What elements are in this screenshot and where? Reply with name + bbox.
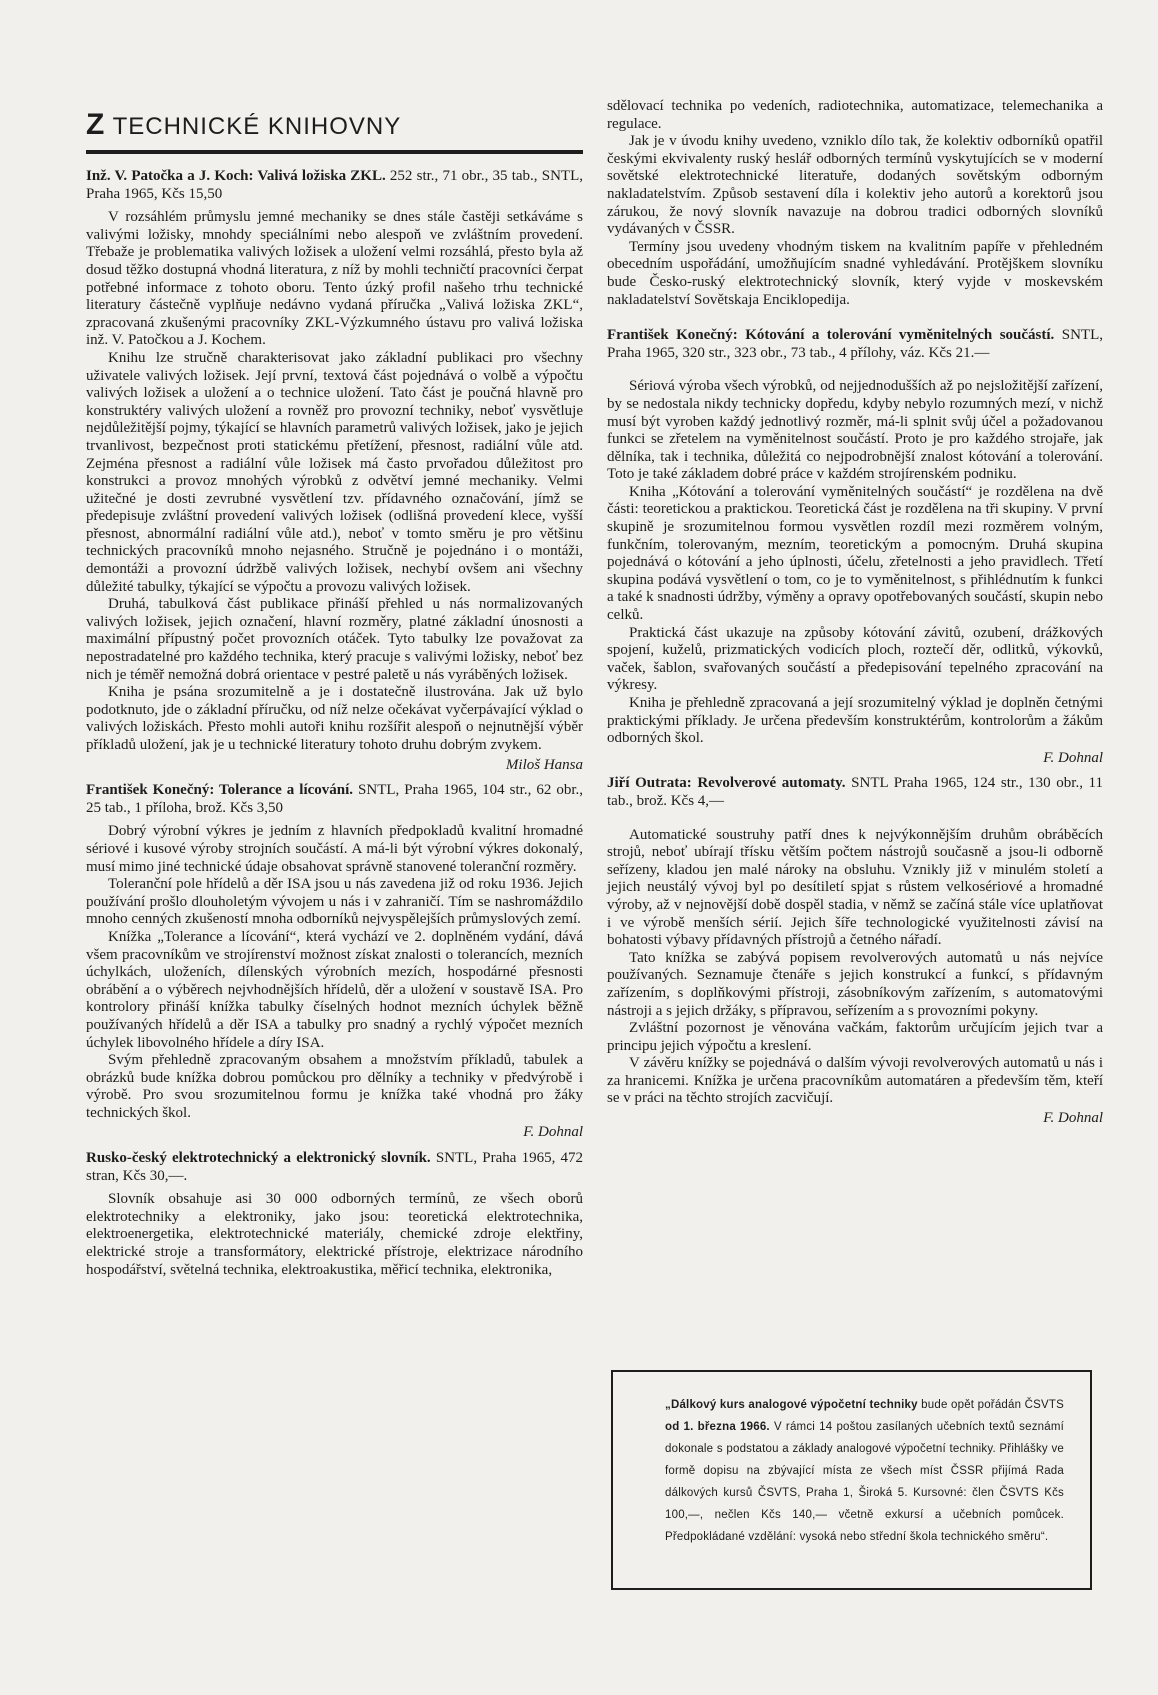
- review-paragraph: Termíny jsou uvedeny vhodným tiskem na kvalitním papíře v přehledném obecedním uspořádání, umožňujícím snadné vyhledávání. Protějškem slovníku bude Česko-ruský elektrotechnický slovník, který vyjde v moskevském nakladatelství Sovětskaja Enciklopedija.: [607, 238, 1103, 308]
- right-column: [607, 98, 1103, 1136]
- course-notice-text: [665, 1394, 1064, 1548]
- review-revolverove-automaty: [607, 775, 1103, 1127]
- left-column: [86, 98, 583, 1287]
- bib-details: SNTL, Praha 1965, 104 str., 62 obr., 25 tab., 1 příloha, brož. Kčs 3,50: [86, 782, 583, 816]
- review-paragraph: Toleranční pole hřídelů a děr ISA jsou u nás zavedena již od roku 1936. Jejich používání prošlo dlouholetým vývojem u nás i v zahraničí. Tím se nashromáždilo mnoho cenných zkušeností mnoha odborníků nejvyspělejších průmyslových zemí.: [86, 876, 583, 928]
- notice-text-2: V rámci 14 poštou zasílaných učebních textů seznámí dokonale s podstatou a základy analogové výpočetní techniky. Přihlášky ve formě dopisu na zbývající místa ze všech míst ČSSR přijímá Rada dálkových kursů ČSVTS, Praha 1, Široká 5. Kursovné: člen ČSVTS Kčs 100,—, nečlen Kčs 140,— včetně exkursí a učebních pomůcek. Předpokládané vzdělání: vysoká nebo střední škola technického směru“.: [665, 1421, 1065, 1543]
- review-paragraph: V závěru knížky se pojednává o dalším vývoji revolverových automatů u nás i za hranicemi. Knížka je určena pracovníkům automatáren a především těm, kteří se v práci na těchto strojích zacvičují.: [607, 1055, 1103, 1107]
- notice-text-1: bude opět pořádán ČSVTS: [917, 1399, 1065, 1411]
- heading-rule: [86, 150, 583, 154]
- review-paragraph: Knihu lze stručně charakterisovat jako základní publikaci pro všechny uživatele valivých ložisek. Její první, textová část pojednává o volbě a výpočtu valivých ložisek a uložení a o technice uložení. Tato část je poučná hlavně pro konstruktéry valivých uložení a rovněž pro provozní techniky, neboť vysvětluje nejdůležitější pojmy, týkající se hlavních parametrů valivých ložisek, jako je jejich trvanlivost, bezpečnost proti statickému přetížení, přesnost, radiální vůle atd. Zejména přesnost a radiální vůle ložisek má často prvořadou důležitost pro konstrukci a provoz mnohých výrobků z odvětví jemné mechaniky. Velmi užitečné je dosti zevrubné vysvětlení tzv. přídavného označování, jímž se předepisuje zvláštní provedení valivých ložisek (odlišná provedení klece, vyšší přesnost, abnormální radiální vůle atd.), neboť v tomto směru je pro většinu technických pracovníků mnoho nejasného. Stručně je pojednáno i o montáži, demontáži a provozní údržbě valivých ložisek, nechybí ovšem ani všechny důležité tabulky, týkající se výpočtu a provozu valivých ložisek.: [86, 349, 583, 595]
- bib-details: SNTL Praha 1965, 124 str., 130 obr., 11 tab., brož. Kčs 4,—: [607, 775, 1103, 809]
- review-paragraph: Praktická část ukazuje na způsoby kótování závitů, ozubení, drážkových spojení, kuželů, prizmatických vodicích ploch, roztečí děr, odlitků, výkovků, vaček, šablon, svařovaných součástí a předepisování tepelného zpracování na výkresy.: [607, 624, 1103, 694]
- review-paragraph: Kniha je psána srozumitelně a je i dostatečně ilustrována. Jak už bylo podotknuto, jde o základní příručku, od níž nelze očekávat vyčerpávající výklad o valivých ložiskách. Přesto mohli autoři knihu rozšířit alespoň o nejnutnější výběr příkladů uložení, jak je u technické literatury tohoto druhu dobrým zvykem.: [86, 684, 583, 753]
- review-paragraph: Svým přehledně zpracovaným obsahem a množstvím příkladů, tabulek a obrázků bude knížka dobrou pomůckou pro dělníky a techniky v předvýrobě i výrobě. Pro svou srozumitelnou formu je knížka také vhodná pro žáky technických škol.: [86, 1052, 583, 1121]
- review-kotovani-tolerovani: [607, 327, 1103, 767]
- review-rusko-cesky-slovnik: [86, 1150, 583, 1279]
- bibliography: [86, 782, 583, 817]
- bibliography: [86, 168, 583, 203]
- review-rusko-cesky-slovnik-continued: [607, 98, 1103, 309]
- spacer: [607, 317, 1103, 327]
- review-paragraph: V rozsáhlém průmyslu jemné mechaniky se dnes stále častěji setkáváme s valivými ložisky, mnohdy speciálními nebo alespoň ve zvláštním provedení. Třebaže je problematika valivých ložisek a uložení velmi rozsáhlá, přesto byla až dosud těžko dostupná vhodná literatura, z níž by mohli techničtí pracovníci čerpat potřebné informace z tohoto oboru. Tento úzký profil našeho trhu technické literatury částečně vyplňuje nedávno vydaná příručka „Valivá ložiska ZKL“, zpracovaná zkušenými pracovníky ZKL-Výzkumného ústavu pro valivá ložiska inž. V. Patočkou a J. Kochem.: [86, 209, 583, 349]
- review-signature: F. Dohnal: [1043, 1110, 1103, 1127]
- review-paragraph: Dobrý výrobní výkres je jedním z hlavních předpokladů kvalitní hromadné sériové i kusové výroby strojních součástí. A má-li být výrobní výkres dokonalý, musí mimo jiné technické údaje obsahovat správně stanovené toleranční rozměry.: [86, 823, 583, 875]
- review-valiva-loziska: [86, 168, 583, 774]
- notice-date: od 1. března 1966.: [665, 1421, 770, 1433]
- notice-lead: „Dálkový kurs analogové výpočetní techniky: [665, 1399, 918, 1411]
- heading-initial: Z: [86, 108, 106, 141]
- review-paragraph: Kniha „Kótování a tolerování vyměnitelných součástí“ je rozdělena na dvě části: teoretickou a praktickou. Teoretická část je rozdělena na tři skupiny. V první skupině je srozumitelnou formou vysvětlen rozdíl mezi rozměrem volným, funkčním, tolerovaným, mezním, teoretickým a pomocným. Druhá skupina pojednává o kótování a jeho úplnosti, účelu, zřetelnosti a jeho pravidlech. Třetí skupina podává vysvětlení o tom, co je to vyměnitelnost, s přihlédnutím k funkci a také k snadnosti údržby, výměny a opravy opotřebovaných součástí, skupin nebo celků.: [607, 483, 1103, 624]
- review-tolerance-licovani: [86, 782, 583, 1142]
- heading-text: TECHNICKÉ KNIHOVNY: [112, 113, 402, 140]
- bibliography: [86, 1150, 583, 1185]
- review-signature: F. Dohnal: [1043, 749, 1103, 766]
- review-signature: F. Dohnal: [523, 1124, 583, 1141]
- bibliography: [607, 327, 1103, 362]
- section-heading: [86, 108, 583, 142]
- review-paragraph: Zvláštní pozornost je věnována vačkám, faktorům určujícím jejich tvar a principu jejich výpočtu a kreslení.: [607, 1020, 1103, 1054]
- review-signature: Miloš Hansa: [505, 756, 583, 773]
- bib-author-title: František Konečný: Kótování a tolerování vyměnitelných součástí.: [607, 327, 1055, 344]
- course-notice-box: [611, 1370, 1092, 1590]
- review-paragraph: Kniha je přehledně zpracovaná a její srozumitelný výklad je doplněn četnými praktickými příklady. Je určena především konstruktérům, kontrolorům a žákům odborných škol.: [607, 695, 1103, 747]
- bib-details: SNTL, Praha 1965, 472 stran, Kčs 30,—.: [86, 1150, 583, 1184]
- review-paragraph: sdělovací technika po vedeních, radiotechnika, automatizace, telemechanika a regulace.: [607, 98, 1103, 132]
- bib-author-title: Rusko-český elektrotechnický a elektronický slovník.: [86, 1150, 431, 1167]
- review-paragraph: Knížka „Tolerance a lícování“, která vychází ve 2. doplněném vydání, dává všem pracovníkům ve strojírenství možnost získat znalosti o tolerancích, mezních úchylkách, uloženích, dílenských výrobních mezích, hospodárné přesnosti obrábění a o výběrech nejvhodnějších hřídelů, děr a uložení v soustavě ISA. Pro kontrolory přináší knížka tabulky číselných hodnot mezních úchylek běžně používaných hřídelů a děr ISA a tabulky pro snadný a rychlý výpočet mezních úchylek libovolného hřídele a díry ISA.: [86, 928, 583, 1051]
- bibliography: [607, 775, 1103, 810]
- bib-author-title: František Konečný: Tolerance a lícování.: [86, 782, 354, 799]
- review-paragraph: Automatické soustruhy patří dnes k nejvýkonnějším druhům obráběcích strojů, neboť ubírají třísku větším počtem nástrojů současně a jsou-li odborně seřízeny, kladou jen malé nároky na obsluhu. Vznikly již v minulém století a jejich neustálý vývoj byl po desítiletí spjat s růstem velkosériové a hromadné výroby, až v nejnovější době dospěl stadia, v němž se začíná stále více uplatňovat i ve výrobě menších sérií. Jejich šíře technologické využitelnosti závisí na bohatosti výbavy přídavných přístrojů a četného nářadí.: [607, 826, 1103, 949]
- bib-author-title: Jiří Outrata: Revolverové automaty.: [607, 775, 846, 792]
- bib-details: SNTL, Praha 1965, 320 str., 323 obr., 73 tab., 4 přílohy, váz. Kčs 21.—: [607, 327, 1103, 361]
- review-paragraph: Druhá, tabulková část publikace přináší přehled u nás normalizovaných valivých ložisek, jejich označení, hlavní rozměry, platné základní únosnosti a maximální přípustný počet provozních otáček. Tyto tabulky lze považovat za nepostradatelné pro každého technika, který pracuje s valivými ložisky, neboť bez nich je téměř nemožná dobrá orientace v pestré paletě u nás vyráběných ložisek.: [86, 596, 583, 683]
- review-paragraph: Jak je v úvodu knihy uvedeno, vzniklo dílo tak, že kolektiv odborníků opatřil českými ekvivalenty ruský heslář odborných termínů vyskytujících se v moderní sovětské elektrotechnické literatuře, dodaných sovětským odborným nakladatelstvím. Způsob sestavení díla i kolektiv jeho autorů a korektorů jsou zárukou, že nový slovník navazuje na dobrou tradici odborných slovníků vydávaných v ČSSR.: [607, 133, 1103, 238]
- bib-details: 252 str., 71 obr., 35 tab., SNTL, Praha 1965, Kčs 15,50: [86, 168, 583, 202]
- review-paragraph: Tato knížka se zabývá popisem revolverových automatů u nás nejvíce používaných. Seznamuje čtenáře s jejich konstrukcí a funkcí, s přídavným zařízením, s doplňkovými přístroji, zásobníkovým zařízením, s automatovými nástroji a s jejich držáky, s přípravou, seřízením a s provozními pokyny.: [607, 949, 1103, 1019]
- review-paragraph: Sériová výroba všech výrobků, od nejjednodušších až po nejsložitější zařízení, by se nedostala nikdy technicky dopředu, kdyby nebylo rozumných mezí, v nichž musí být vyroben každý jednotlivý rozměr, má-li splnit svůj účel a požadovanou funkci se zřetelem na vyměnitelnost součástí. Proto je pro každého strojaře, jak dělníka, tak i technika, důležitá co nejpodrobnější znalost kótování a tolerování. Toto je také základem dobré práce v každém strojírenském podniku.: [607, 378, 1103, 483]
- spacer: [607, 817, 1103, 827]
- review-paragraph: Slovník obsahuje asi 30 000 odborných termínů, ze všech oborů elektrotechniky a elektroniky, jako jsou: teoretická elektrotechnika, elektroenergetika, elektrotechnické materiály, chemické zdroje elektřiny, elektrické stroje a transformátory, elektrické přístroje, elektrizace národního hospodářství, světelná technika, elektroakustika, měřicí technika, elektronika,: [86, 1191, 583, 1278]
- spacer: [607, 368, 1103, 378]
- bib-author-title: Inž. V. Patočka a J. Koch: Valivá ložiska ZKL.: [86, 168, 386, 184]
